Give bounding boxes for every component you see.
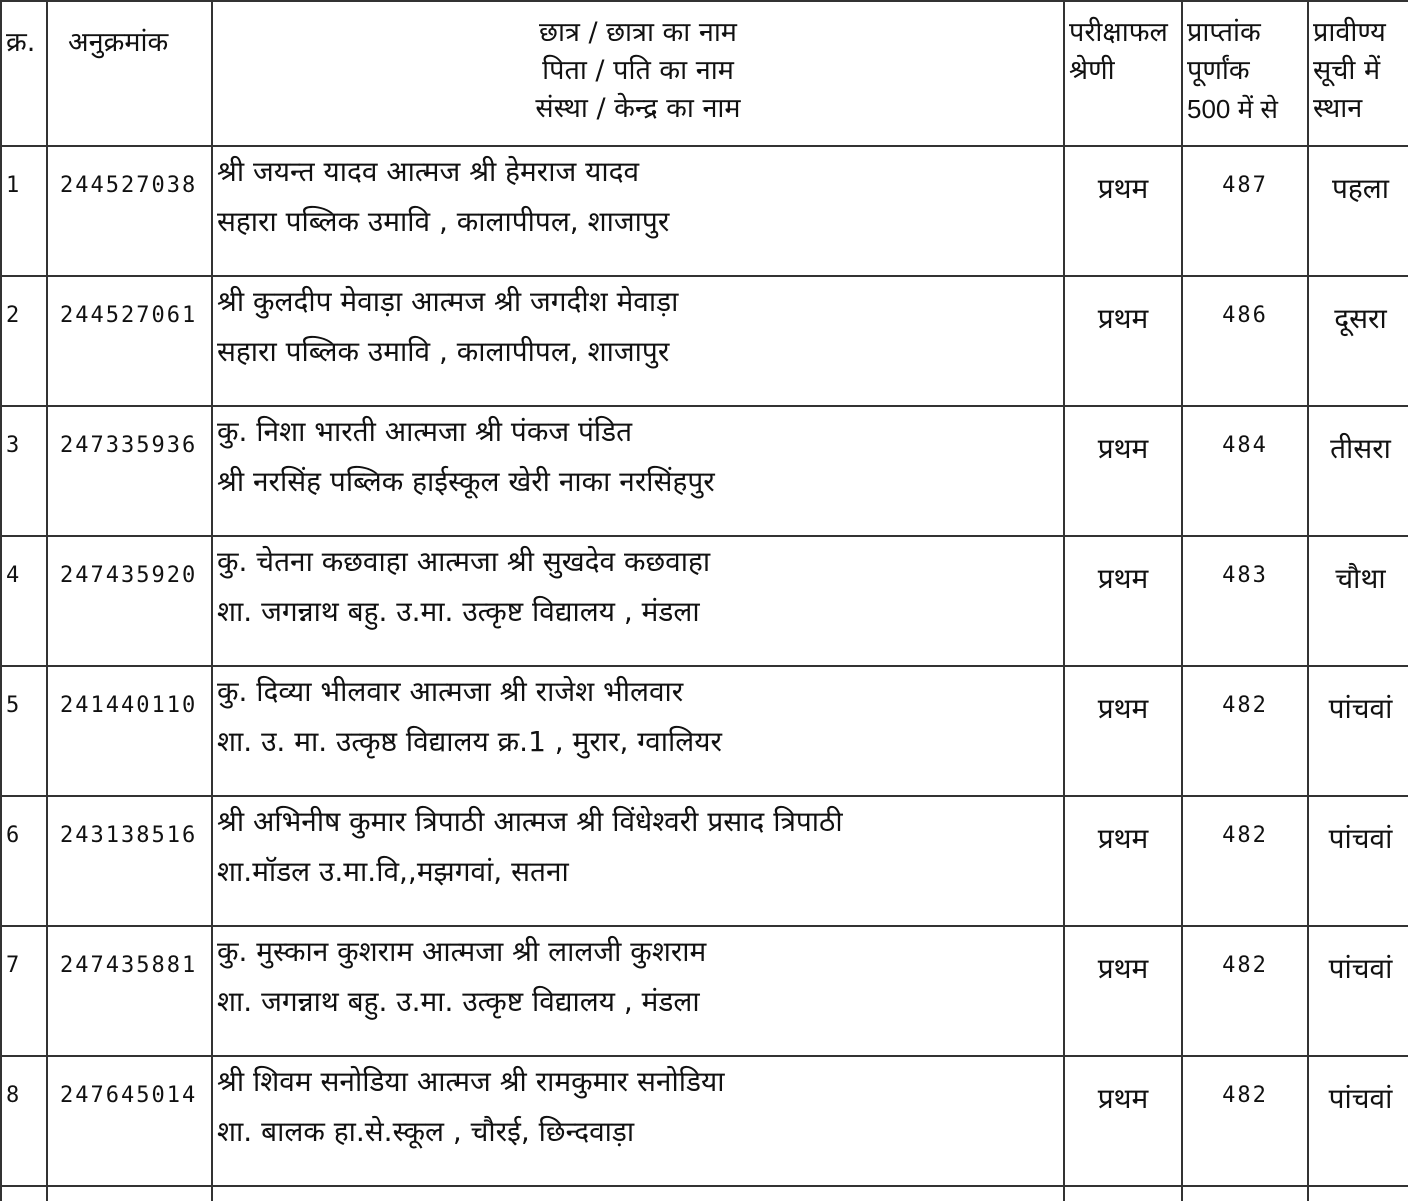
school-name: सहारा पब्लिक उमावि , कालापीपल, शाजापुर: [217, 335, 670, 368]
header-merit-line2: सूची में: [1313, 55, 1381, 86]
cell-roll-number: 247645014: [47, 1056, 212, 1186]
student-name: कु. निशा भारती आत्मजा श्री पंकज पंडित: [217, 415, 633, 448]
header-serial: [1, 1, 47, 146]
cell-serial: 4: [1, 536, 47, 666]
school-name: शा. बालक हा.से.स्कूल , चौरई, छिन्दवाड़ा: [217, 1115, 635, 1148]
header-merit-line3: स्थान: [1313, 93, 1363, 124]
cell-marks: 484: [1182, 406, 1308, 536]
header-name-line2: पिता / पति का नाम: [542, 55, 734, 86]
cell-name: [212, 926, 1064, 1056]
cell-empty: [1308, 1186, 1408, 1201]
cell-marks: 482: [1182, 666, 1308, 796]
header-result-line1: परीक्षाफल: [1069, 17, 1168, 48]
school-name: शा. जगन्नाथ बहु. उ.मा. उत्कृष्ट विद्यालय , मंडला: [217, 985, 700, 1018]
cell-result: प्रथम: [1064, 406, 1182, 536]
cell-merit-rank: दूसरा: [1308, 276, 1408, 406]
cell-roll-number: 247435920: [47, 536, 212, 666]
school-name: शा. जगन्नाथ बहु. उ.मा. उत्कृष्ट विद्यालय , मंडला: [217, 595, 700, 628]
table-row: [1, 536, 1408, 666]
cell-serial: 5: [1, 666, 47, 796]
cell-merit-rank: पांचवां: [1308, 666, 1408, 796]
cell-marks: 487: [1182, 146, 1308, 276]
cell-name: [212, 536, 1064, 666]
table-row-partial: [1, 1186, 1408, 1201]
cell-empty: [1, 1186, 47, 1201]
student-name: कु. चेतना कछवाहा आत्मजा श्री सुखदेव कछवाहा: [217, 545, 711, 578]
cell-result: प्रथम: [1064, 146, 1182, 276]
cell-name: [212, 146, 1064, 276]
student-name: कु. मुस्कान कुशराम आत्मजा श्री लालजी कुशराम: [217, 935, 707, 968]
table-row: [1, 796, 1408, 926]
cell-marks: 482: [1182, 1056, 1308, 1186]
cell-marks: 486: [1182, 276, 1308, 406]
cell-serial: 8: [1, 1056, 47, 1186]
header-roll-label: अनुक्रमांक: [68, 27, 169, 58]
header-marks: [1182, 1, 1308, 146]
table-row: [1, 276, 1408, 406]
cell-roll-number: 244527061: [47, 276, 212, 406]
cell-serial: 7: [1, 926, 47, 1056]
cell-result: प्रथम: [1064, 276, 1182, 406]
school-name: शा. उ. मा. उत्कृष्ठ विद्यालय क्र.1 , मुरार, ग्वालियर: [217, 725, 722, 758]
school-name: सहारा पब्लिक उमावि , कालापीपल, शाजापुर: [217, 205, 670, 238]
cell-name: [212, 796, 1064, 926]
header-marks-line3: 500 में से: [1187, 94, 1278, 124]
school-name: शा.मॉडल उ.मा.वि,,मझगवां, सतना: [217, 855, 569, 888]
cell-merit-rank: पांचवां: [1308, 796, 1408, 926]
table-row: [1, 1056, 1408, 1186]
cell-serial: 3: [1, 406, 47, 536]
cell-merit-rank: तीसरा: [1308, 406, 1408, 536]
cell-empty: [47, 1186, 212, 1201]
student-name: श्री शिवम सनोडिया आत्मज श्री रामकुमार सनोडिया: [217, 1065, 725, 1098]
cell-empty: [1182, 1186, 1308, 1201]
cell-empty: [1064, 1186, 1182, 1201]
header-name-line1: छात्र / छात्रा का नाम: [539, 17, 737, 48]
cell-result: प्रथम: [1064, 1056, 1182, 1186]
student-name: श्री जयन्त यादव आत्मज श्री हेमराज यादव: [217, 155, 640, 188]
cell-merit-rank: पांचवां: [1308, 926, 1408, 1056]
header-name-line3: संस्था / केन्द्र का नाम: [535, 93, 741, 124]
cell-merit-rank: पांचवां: [1308, 1056, 1408, 1186]
cell-roll-number: 243138516: [47, 796, 212, 926]
cell-marks: 483: [1182, 536, 1308, 666]
student-name: श्री कुलदीप मेवाड़ा आत्मज श्री जगदीश मेवाड़ा: [217, 285, 679, 318]
cell-result: प्रथम: [1064, 926, 1182, 1056]
header-roll-number: [47, 1, 212, 146]
header-marks-line1: प्राप्तांक: [1187, 17, 1261, 48]
header-merit: [1308, 1, 1408, 146]
table-row: [1, 666, 1408, 796]
header-result: [1064, 1, 1182, 146]
cell-marks: 482: [1182, 796, 1308, 926]
cell-roll-number: 241440110: [47, 666, 212, 796]
cell-name: [212, 406, 1064, 536]
student-name: श्री अभिनीष कुमार त्रिपाठी आत्मज श्री विंधेश्वरी प्रसाद त्रिपाठी: [217, 805, 843, 838]
cell-roll-number: 247335936: [47, 406, 212, 536]
student-name: कु. दिव्या भीलवार आत्मजा श्री राजेश भीलवार: [217, 675, 684, 708]
cell-empty: [212, 1186, 1064, 1201]
header-name: [212, 1, 1064, 146]
table-row: [1, 146, 1408, 276]
cell-roll-number: 244527038: [47, 146, 212, 276]
header-result-line2: श्रेणी: [1069, 55, 1115, 86]
cell-result: प्रथम: [1064, 666, 1182, 796]
cell-name: [212, 1056, 1064, 1186]
cell-serial: 2: [1, 276, 47, 406]
header-merit-line1: प्रावीण्य: [1313, 17, 1386, 48]
table-row: [1, 406, 1408, 536]
cell-result: प्रथम: [1064, 796, 1182, 926]
cell-roll-number: 247435881: [47, 926, 212, 1056]
cell-name: [212, 276, 1064, 406]
cell-merit-rank: चौथा: [1308, 536, 1408, 666]
table-header-row: [1, 1, 1408, 146]
header-marks-line2: पूर्णांक: [1187, 55, 1250, 86]
header-serial-label: क्र.: [6, 27, 36, 58]
school-name: श्री नरसिंह पब्लिक हाईस्कूल खेरी नाका नरसिंहपुर: [217, 465, 715, 498]
cell-merit-rank: पहला: [1308, 146, 1408, 276]
cell-name: [212, 666, 1064, 796]
cell-result: प्रथम: [1064, 536, 1182, 666]
table-row: [1, 926, 1408, 1056]
cell-marks: 482: [1182, 926, 1308, 1056]
cell-serial: 6: [1, 796, 47, 926]
cell-serial: 1: [1, 146, 47, 276]
